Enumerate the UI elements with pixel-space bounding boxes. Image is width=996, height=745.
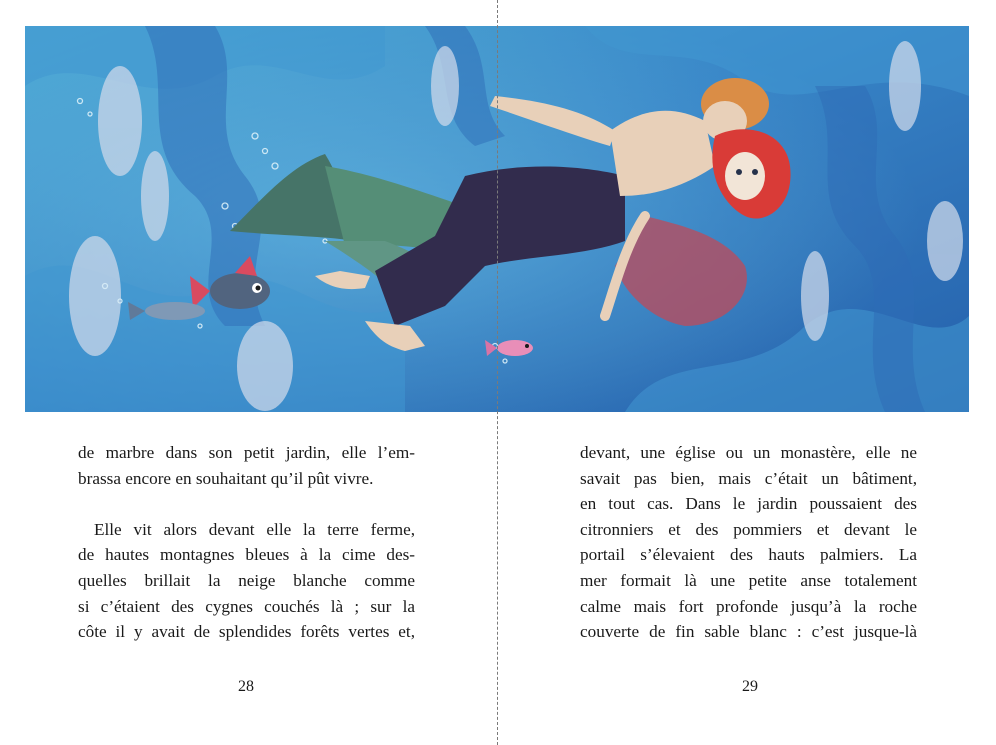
- paragraph-continued: [78, 440, 415, 491]
- text-line: devant, une église ou un monastère, elle ne: [580, 443, 917, 462]
- text-line: citronniers et des pommiers et devant le: [580, 519, 917, 539]
- right-page-text: [580, 440, 917, 645]
- text-line: Elle vit alors devant elle la terre ferme,: [94, 519, 415, 539]
- page-number-right: 29: [742, 678, 758, 695]
- text-line: portail s’élevaient des hauts palmiers. La: [580, 545, 917, 565]
- text-line: en tout cas. Dans le jardin poussaient des: [580, 494, 917, 514]
- text-line: côte il y avait de splendides forêts vertes et,: [78, 622, 415, 642]
- text-line: calme mais fort profonde jusqu’à la roche: [580, 596, 917, 616]
- text-line: quelles brillait la neige blanche comme: [78, 570, 415, 590]
- paragraph: [580, 440, 917, 645]
- page-number-left: 28: [238, 678, 254, 695]
- text-line: brassa encore en souhaitant qu’il pût vivre.: [78, 468, 374, 488]
- paragraph: [78, 517, 415, 645]
- text-line: de marbre dans son petit jardin, elle l’em-: [78, 443, 415, 462]
- page-gutter: [497, 0, 498, 745]
- text-line: couverte de fin sable blanc : c’est jusque-là: [580, 622, 917, 642]
- text-line: savait pas bien, mais c’était un bâtiment,: [580, 468, 917, 488]
- text-line: si c’étaient des cygnes couchés là ; sur la: [78, 596, 415, 616]
- text-line: de hautes montagnes bleues à la cime des-: [78, 545, 415, 565]
- text-line: mer formait là une petite anse totalement: [580, 570, 917, 590]
- left-page-text: [78, 440, 415, 645]
